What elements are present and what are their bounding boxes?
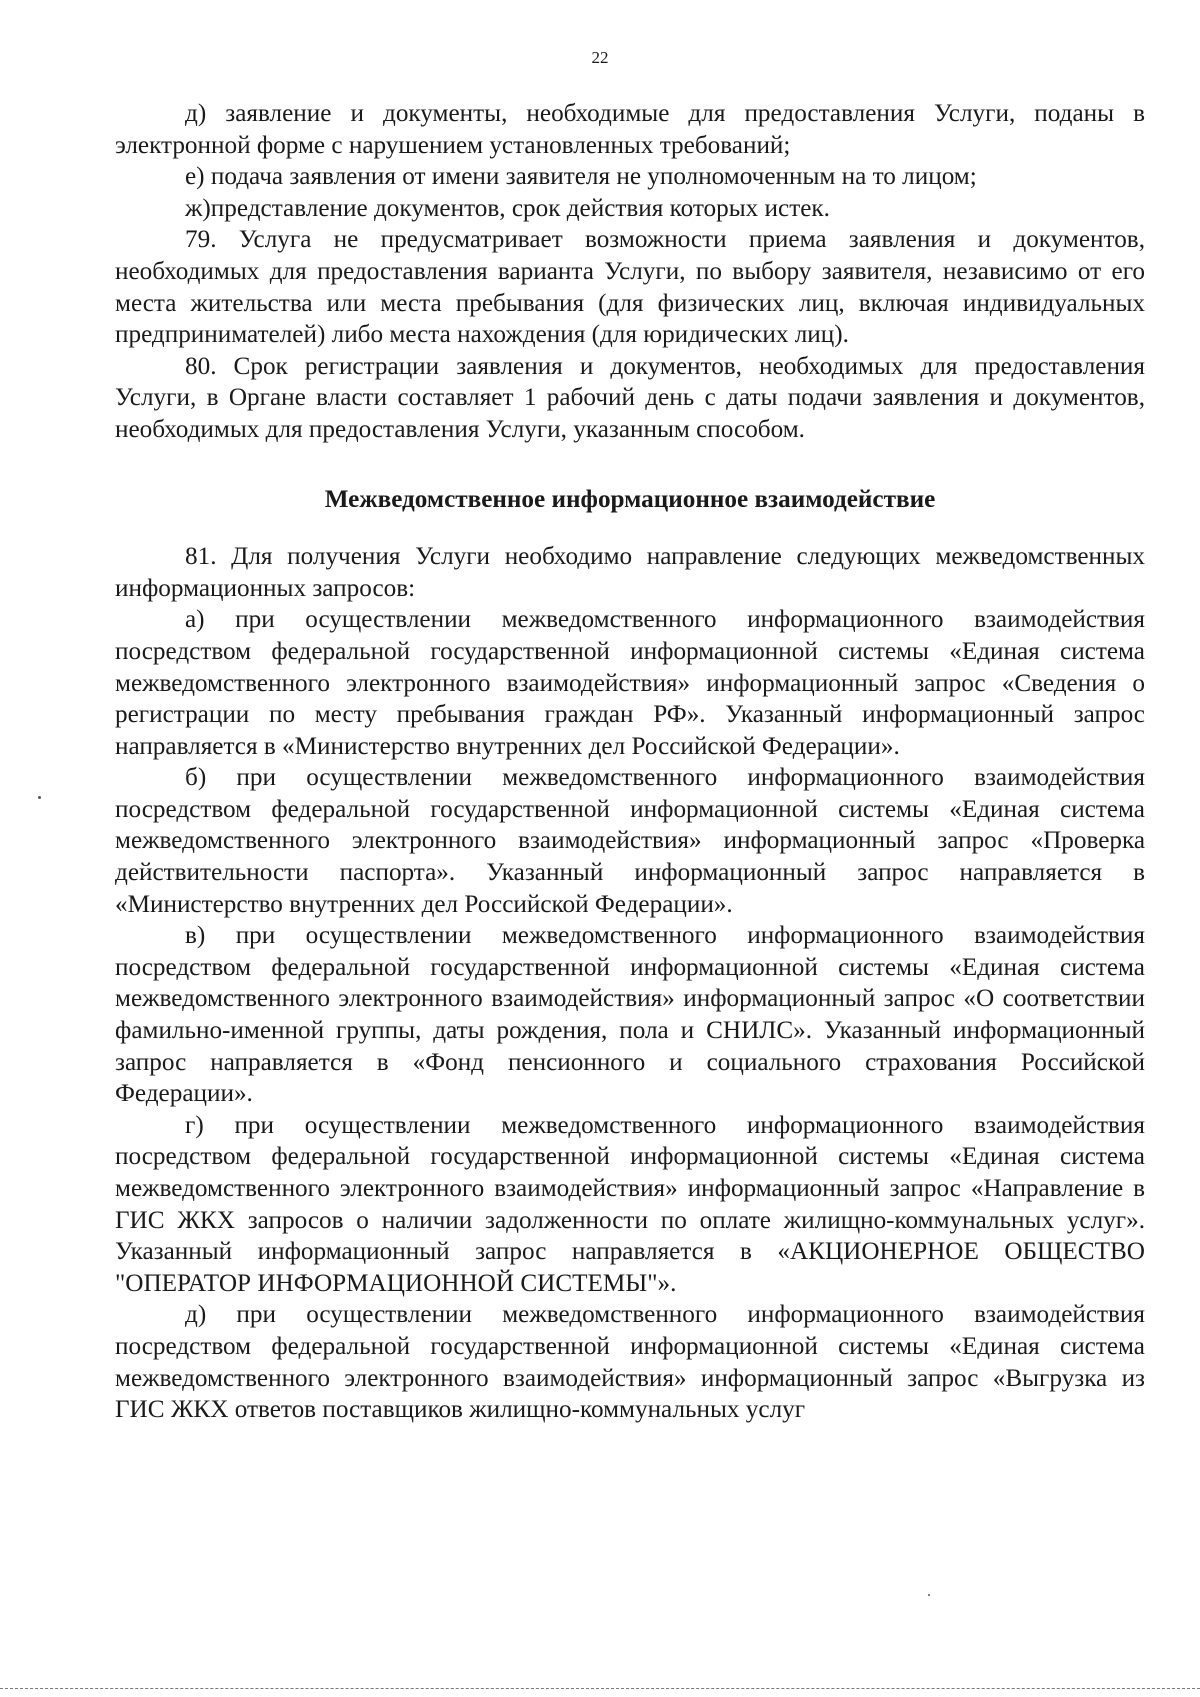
scan-speck	[38, 796, 41, 799]
paragraph-item-d-rejection: д) заявление и документы, необходимые для предоставления Услуги, поданы в электронной форме с нарушением установленных требований;	[115, 100, 1145, 159]
document-body	[115, 98, 1145, 1426]
section-heading: Межведомственное информационное взаимодействие	[324, 485, 936, 513]
paragraph-81-v: в) при осуществлении межведомственного информационного взаимодействия посредством федеральной государственной информационной системы «Единая система межведомственного электронного взаимодействия» информационный запрос «О соответствии фамильно-именной группы, даты рождения, пола и СНИЛС». Указанный информационный запрос направляется в «Фонд пенсионного и социального страхования Российской Федерации».	[115, 922, 1145, 1108]
paragraph-81: 81. Для получения Услуги необходимо направление следующих межведомственных информационных запросов:	[115, 543, 1145, 602]
page-number: 22	[591, 48, 609, 67]
scan-speck	[928, 1594, 930, 1596]
paragraph-79: 79. Услуга не предусматривает возможности приема заявления и документов, необходимых для предоставления варианта Услуги, по выбору заявителя, независимо от его места жительства или места пребывания (для физических лиц, включая индивидуальных предпринимателей) либо места нахождения (для юридических лиц).	[115, 226, 1145, 349]
paragraph-81-b: б) при осуществлении межведомственного информационного взаимодействия посредством федеральной государственной информационной системы «Единая система межведомственного электронного взаимодействия» информационный запрос «Проверка действительности паспорта». Указанный информационный запрос направляется в «Министерство внутренних дел Российской Федерации».	[115, 764, 1145, 918]
paragraph-81-g: г) при осуществлении межведомственного информационного взаимодействия посредством федеральной государственной информационной системы «Единая система межведомственного электронного взаимодействия» информационный запрос «Направление в ГИС ЖКХ запросов о наличии задолженности по оплате жилищно-коммунальных услуг». Указанный информационный запрос направляется в «АКЦИОНЕРНОЕ ОБЩЕСТВО "ОПЕРАТОР ИНФОРМАЦИОННОЙ СИСТЕМЫ"».	[115, 1111, 1145, 1297]
page-bottom-edge	[0, 1688, 1200, 1689]
paragraph-81-d: д) при осуществлении межведомственного информационного взаимодействия посредством федеральной государственной информационной системы «Единая система межведомственного электронного взаимодействия» информационный запрос «Выгрузка из ГИС ЖКХ ответов поставщиков жилищно-коммунальных услуг	[115, 1301, 1145, 1424]
paragraph-80: 80. Срок регистрации заявления и документов, необходимых для предоставления Услуги, в Органе власти составляет 1 рабочий день с даты подачи заявления и документов, необходимых для предоставления Услуги, указанным способом.	[115, 352, 1145, 443]
paragraph-item-zh-rejection: ж)представление документов, срок действия которых истек.	[185, 194, 830, 222]
paragraph-item-e-rejection: е) подача заявления от имени заявителя не уполномоченным на то лицом;	[185, 163, 977, 191]
paragraph-81-a: а) при осуществлении межведомственного информационного взаимодействия посредством федеральной государственной информационной системы «Единая система межведомственного электронного взаимодействия» информационный запрос «Сведения о регистрации по месту пребывания граждан РФ». Указанный информационный запрос направляется в «Министерство внутренних дел Российской Федерации».	[115, 606, 1145, 760]
